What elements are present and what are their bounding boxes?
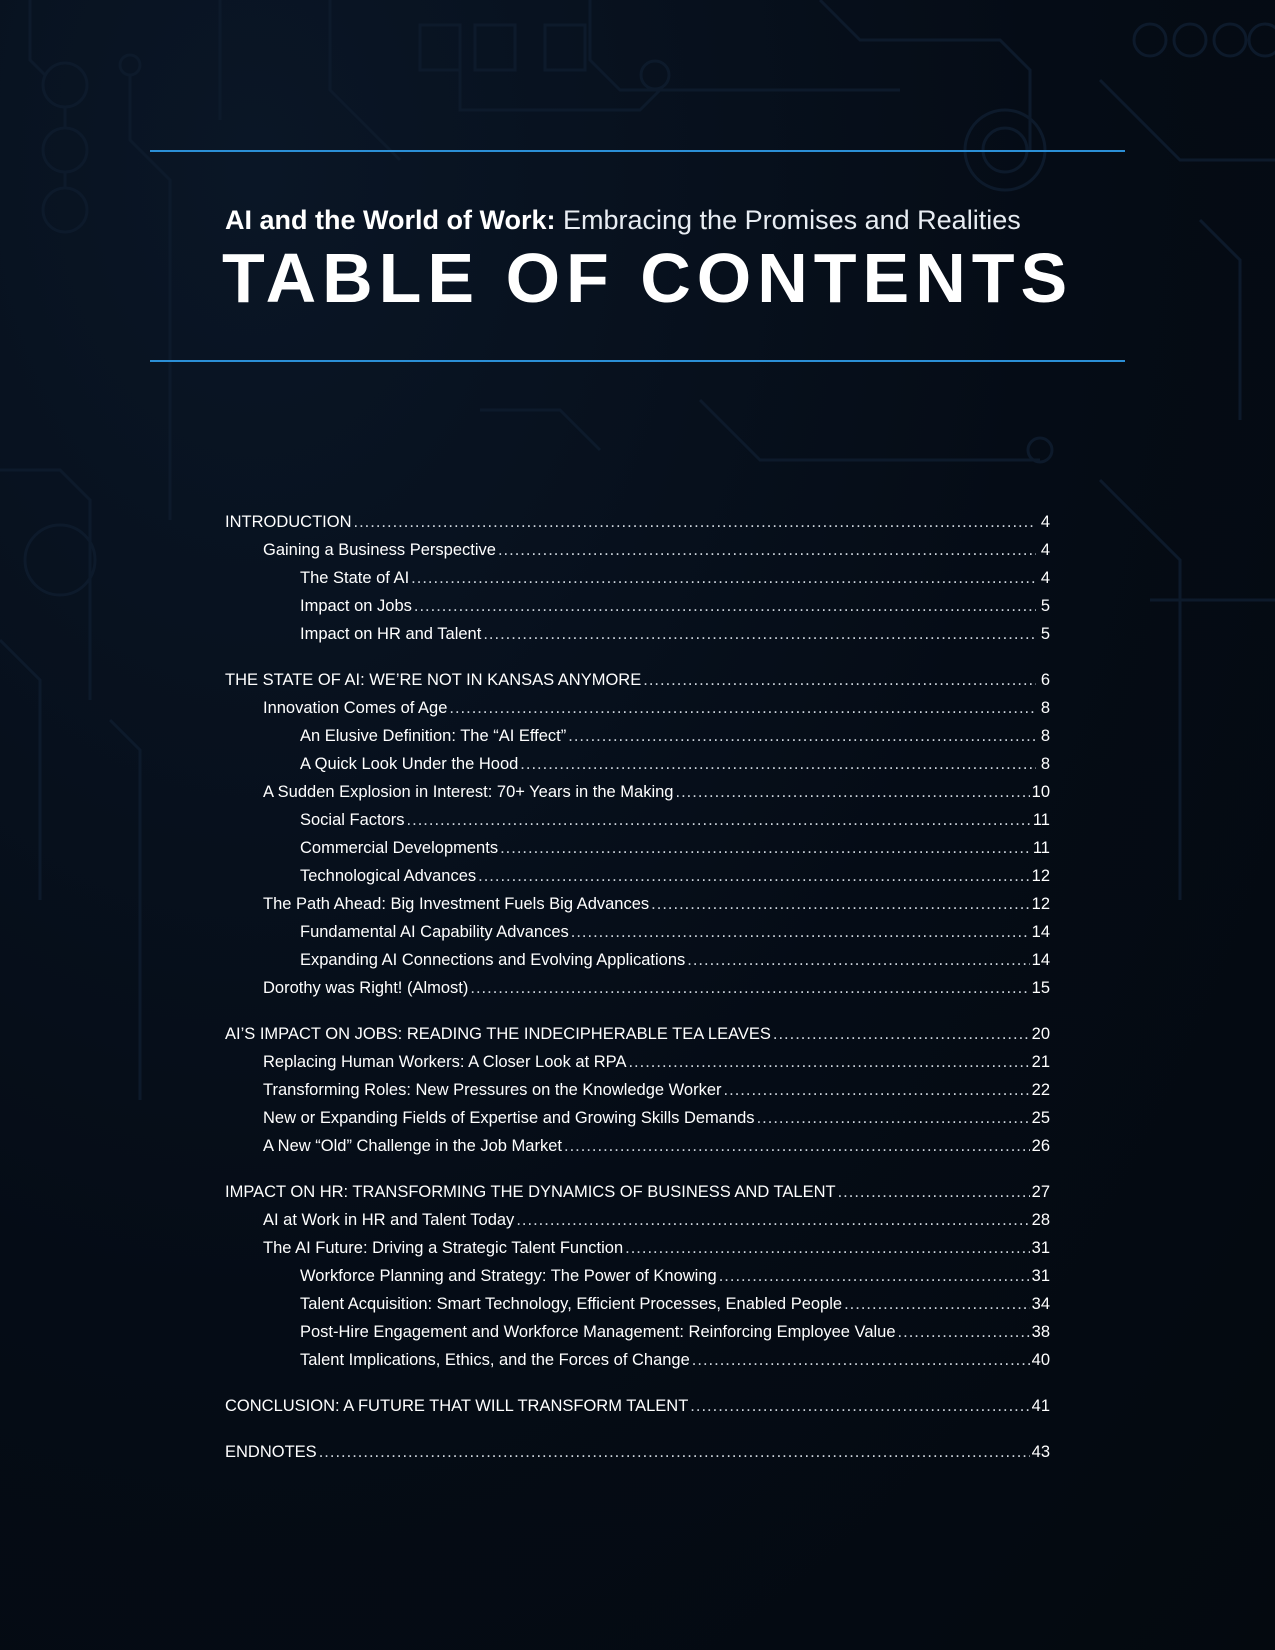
toc-entry-label: CONCLUSION: A FUTURE THAT WILL TRANSFORM TALENT: [225, 1397, 689, 1415]
toc-entry-label: An Elusive Definition: The “AI Effect”: [300, 727, 567, 745]
toc-leader-dots: [411, 564, 1036, 592]
toc-page-number: 10: [1031, 783, 1050, 801]
toc-page-number: 20: [1031, 1025, 1050, 1043]
toc-entry-label: AI’S IMPACT ON JOBS: READING THE INDECIPHERABLE TEA LEAVES: [225, 1025, 771, 1043]
toc-entry-label: Workforce Planning and Strategy: The Power of Knowing: [300, 1267, 717, 1285]
toc-entry-label: Talent Implications, Ethics, and the Forces of Change: [300, 1351, 690, 1369]
toc-entry[interactable]: [225, 778, 1050, 806]
toc-leader-dots: [692, 1346, 1030, 1374]
page-title: TABLE OF CONTENTS: [222, 239, 1074, 317]
toc-entry-label: Social Factors: [300, 811, 405, 829]
toc-entry[interactable]: [225, 806, 1050, 834]
subtitle-light: Embracing the Promises and Realities: [555, 205, 1021, 235]
toc-entry[interactable]: [225, 1048, 1050, 1076]
toc-leader-dots: [319, 1438, 1030, 1466]
top-rule: [150, 150, 1125, 152]
toc-page-number: 4: [1040, 541, 1050, 559]
toc-leader-dots: [838, 1178, 1030, 1206]
toc-entry-label: Talent Acquisition: Smart Technology, Efficient Processes, Enabled People: [300, 1295, 843, 1313]
table-of-contents: [225, 508, 1050, 1484]
toc-page-number: 8: [1040, 755, 1050, 773]
toc-entry[interactable]: [225, 750, 1050, 778]
toc-entry-label: Technological Advances: [300, 867, 477, 885]
toc-page-number: 5: [1040, 597, 1050, 615]
toc-page-number: 34: [1031, 1295, 1050, 1313]
toc-entry-label: Fundamental AI Capability Advances: [300, 923, 569, 941]
toc-entry[interactable]: [225, 536, 1050, 564]
toc-entry[interactable]: [225, 974, 1050, 1002]
toc-entry-label: The State of AI: [300, 569, 410, 587]
toc-entry[interactable]: [225, 722, 1050, 750]
toc-page-number: 41: [1031, 1397, 1050, 1415]
toc-entry-label: A New “Old” Challenge in the Job Market: [263, 1137, 562, 1155]
toc-entry[interactable]: [225, 918, 1050, 946]
toc-entry[interactable]: [225, 1076, 1050, 1104]
toc-entry-label: A Quick Look Under the Hood: [300, 755, 519, 773]
toc-page-number: 5: [1040, 625, 1050, 643]
toc-entry[interactable]: [225, 564, 1050, 592]
toc-page-number: 11: [1032, 839, 1050, 857]
toc-page-number: 6: [1040, 671, 1050, 689]
toc-page-number: 22: [1031, 1081, 1050, 1099]
toc-page-number: 4: [1040, 569, 1050, 587]
toc-entry-label: Transforming Roles: New Pressures on the Knowledge Worker: [263, 1081, 722, 1099]
bottom-rule: [150, 360, 1125, 362]
toc-entry[interactable]: [225, 1262, 1050, 1290]
toc-entry-label: Expanding AI Connections and Evolving Applications: [300, 951, 686, 969]
toc-entry-label: Impact on HR and Talent: [300, 625, 482, 643]
toc-page-number: 31: [1031, 1267, 1050, 1285]
toc-entry[interactable]: [225, 1020, 1050, 1048]
toc-section: [225, 1020, 1050, 1160]
subtitle-bold: AI and the World of Work:: [225, 205, 556, 235]
toc-entry-label: Impact on Jobs: [300, 597, 412, 615]
toc-page-number: 11: [1032, 811, 1050, 829]
toc-leader-dots: [500, 834, 1031, 862]
toc-entry[interactable]: [225, 1206, 1050, 1234]
toc-section: [225, 1178, 1050, 1374]
toc-entry[interactable]: [225, 946, 1050, 974]
toc-leader-dots: [687, 946, 1029, 974]
toc-entry[interactable]: [225, 890, 1050, 918]
toc-leader-dots: [643, 666, 1036, 694]
toc-entry[interactable]: [225, 592, 1050, 620]
toc-page-number: 21: [1031, 1053, 1050, 1071]
toc-leader-dots: [719, 1262, 1030, 1290]
toc-leader-dots: [724, 1076, 1030, 1104]
toc-leader-dots: [498, 536, 1036, 564]
toc-entry-label: Innovation Comes of Age: [263, 699, 448, 717]
toc-page-number: 31: [1031, 1239, 1050, 1257]
toc-entry[interactable]: [225, 1290, 1050, 1318]
toc-leader-dots: [625, 1234, 1030, 1262]
toc-page-number: 8: [1040, 727, 1050, 745]
document-subtitle: [225, 200, 1125, 240]
toc-page-number: 25: [1031, 1109, 1050, 1127]
toc-leader-dots: [571, 918, 1030, 946]
toc-page-number: 8: [1040, 699, 1050, 717]
toc-leader-dots: [676, 778, 1030, 806]
toc-entry-label: The AI Future: Driving a Strategic Talent Function: [263, 1239, 624, 1257]
toc-entry-label: A Sudden Explosion in Interest: 70+ Years in the Making: [263, 783, 674, 801]
toc-entry[interactable]: [225, 862, 1050, 890]
toc-entry[interactable]: [225, 508, 1050, 536]
toc-entry[interactable]: [225, 1132, 1050, 1160]
toc-page-number: 12: [1031, 867, 1050, 885]
toc-leader-dots: [844, 1290, 1030, 1318]
toc-entry-label: The Path Ahead: Big Investment Fuels Big Advances: [263, 895, 650, 913]
toc-leader-dots: [651, 890, 1029, 918]
toc-leader-dots: [568, 722, 1036, 750]
toc-leader-dots: [354, 508, 1037, 536]
toc-entry[interactable]: [225, 1104, 1050, 1132]
toc-leader-dots: [470, 974, 1029, 1002]
toc-entry-label: Dorothy was Right! (Almost): [263, 979, 469, 997]
toc-page-number: 15: [1031, 979, 1050, 997]
toc-leader-dots: [478, 862, 1030, 890]
toc-leader-dots: [757, 1104, 1030, 1132]
toc-entry[interactable]: [225, 666, 1050, 694]
toc-entry[interactable]: [225, 1234, 1050, 1262]
toc-entry-label: THE STATE OF AI: WE’RE NOT IN KANSAS ANYMORE: [225, 671, 642, 689]
toc-entry-label: Post-Hire Engagement and Workforce Management: Reinforcing Employee Value: [300, 1323, 896, 1341]
toc-leader-dots: [407, 806, 1031, 834]
toc-leader-dots: [516, 1206, 1029, 1234]
toc-leader-dots: [564, 1132, 1030, 1160]
toc-entry[interactable]: [225, 1438, 1050, 1466]
toc-page-number: 26: [1031, 1137, 1050, 1155]
toc-entry-label: New or Expanding Fields of Expertise and Growing Skills Demands: [263, 1109, 755, 1127]
toc-page-number: 12: [1031, 895, 1050, 913]
toc-entry[interactable]: [225, 834, 1050, 862]
toc-entry[interactable]: [225, 1346, 1050, 1374]
toc-section: [225, 508, 1050, 648]
toc-page-number: 14: [1031, 923, 1050, 941]
toc-leader-dots: [414, 592, 1036, 620]
toc-entry-label: ENDNOTES: [225, 1443, 317, 1461]
toc-entry[interactable]: [225, 694, 1050, 722]
toc-entry[interactable]: [225, 1178, 1050, 1206]
toc-leader-dots: [483, 620, 1036, 648]
toc-section: [225, 1438, 1050, 1466]
toc-entry[interactable]: [225, 620, 1050, 648]
toc-entry-label: AI at Work in HR and Talent Today: [263, 1211, 515, 1229]
toc-leader-dots: [449, 694, 1036, 722]
toc-leader-dots: [628, 1048, 1029, 1076]
toc-page-number: 38: [1031, 1323, 1050, 1341]
toc-entry-label: INTRODUCTION: [225, 513, 352, 531]
toc-page-number: 43: [1031, 1443, 1050, 1461]
toc-entry-label: IMPACT ON HR: TRANSFORMING THE DYNAMICS OF BUSINESS AND TALENT: [225, 1183, 836, 1201]
toc-section: [225, 1392, 1050, 1420]
toc-leader-dots: [690, 1392, 1029, 1420]
toc-entry-label: Commercial Developments: [300, 839, 499, 857]
toc-leader-dots: [520, 750, 1036, 778]
toc-entry-label: Gaining a Business Perspective: [263, 541, 496, 559]
toc-section: [225, 666, 1050, 1002]
toc-page-number: 14: [1031, 951, 1050, 969]
toc-page-number: 28: [1031, 1211, 1050, 1229]
toc-entry[interactable]: [225, 1318, 1050, 1346]
toc-page-number: 4: [1040, 513, 1050, 531]
toc-entry[interactable]: [225, 1392, 1050, 1420]
toc-page-number: 40: [1031, 1351, 1050, 1369]
toc-entry-label: Replacing Human Workers: A Closer Look at RPA: [263, 1053, 627, 1071]
toc-leader-dots: [773, 1020, 1030, 1048]
toc-page-number: 27: [1031, 1183, 1050, 1201]
toc-leader-dots: [898, 1318, 1030, 1346]
